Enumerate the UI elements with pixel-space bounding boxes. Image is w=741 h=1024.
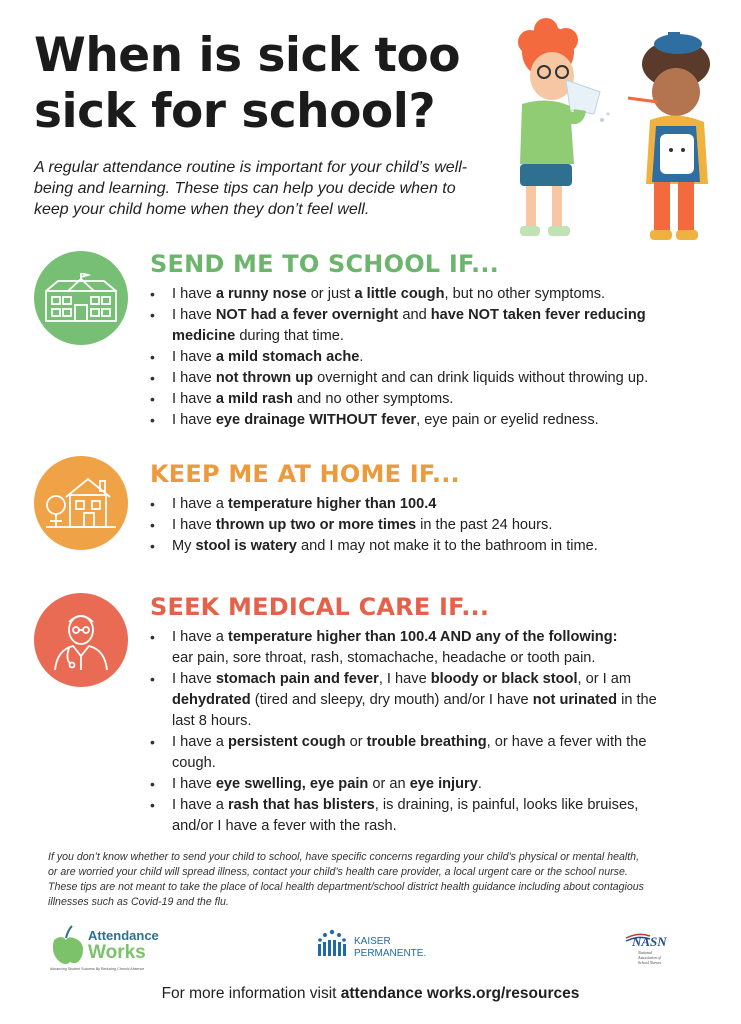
svg-text:Works: Works <box>88 942 146 963</box>
list-item: • I have thrown up two or more times in the past 24 hours. <box>150 515 705 536</box>
list-item: • I have a mild rash and no other symptoms. <box>150 389 705 410</box>
list-item: • I have not thrown up overnight and can drink liquids without throwing up. <box>150 368 705 389</box>
svg-text:National: National <box>638 950 653 955</box>
boy-sneezing-figure <box>518 18 610 236</box>
svg-text:PERMANENTE.: PERMANENTE. <box>354 948 427 959</box>
attendance-works-logo <box>48 918 168 974</box>
intro-line: being and learning. These tips can help you decide when to <box>34 180 456 197</box>
list-item: • I have a persistent cough or trouble breathing, or have a fever with the cough. <box>150 732 705 774</box>
send-to-school-list <box>150 284 705 431</box>
footnote-line: If you don’t know whether to send your child to school, have specific concerns regarding your child’s physical or mental health, <box>48 851 640 863</box>
school-building-icon <box>34 251 128 345</box>
more-info-prefix: For more information visit <box>161 985 341 1002</box>
kaiser-permanente-logo <box>314 926 434 966</box>
list-item: • I have a rash that has blisters, is draining, is painful, looks like bruises, and/or I have a fever with the rash. <box>150 795 705 837</box>
nasn-logo <box>624 926 684 970</box>
keep-home-list <box>150 494 705 557</box>
list-item: • I have a mild stomach ache. <box>150 347 705 368</box>
list-item: • My stool is watery and I may not make it to the bathroom in time. <box>150 536 705 557</box>
intro-paragraph <box>34 157 514 220</box>
svg-text:Association of: Association of <box>638 955 661 960</box>
svg-text:School Nurses: School Nurses <box>638 960 661 965</box>
svg-text:Advancing Student Success By R: Advancing Student Success By Reducing Chronic Absence <box>50 967 145 971</box>
intro-line: keep your child home when they don’t feel well. <box>34 201 370 218</box>
list-item: • I have stomach pain and fever, I have bloody or black stool, or I am dehydrated (tired and sleepy, dry mouth) and/or I have not urinated in the last 8 hours. <box>150 669 705 732</box>
footnote-line: illnesses such as Covid-19 and the flu. <box>48 896 229 908</box>
resources-link[interactable]: attendance works.org/resources <box>340 985 580 1002</box>
title-line-1: When is sick too <box>34 28 461 83</box>
footnote-line: These tips are not meant to take the place of local health department/school district health guidance including about contagious <box>48 881 644 893</box>
disclaimer-footnote <box>48 850 708 910</box>
seek-medical-heading: SEEK MEDICAL CARE IF... <box>150 593 490 621</box>
sick-kids-illustration <box>508 14 734 246</box>
list-item: • I have eye drainage WITHOUT fever, eye pain or eyelid redness. <box>150 410 705 431</box>
send-to-school-heading: SEND ME TO SCHOOL IF... <box>150 250 499 278</box>
intro-line: A regular attendance routine is important for your child’s well- <box>34 159 468 176</box>
title-line-2: sick for school? <box>34 84 436 139</box>
page-title <box>34 28 504 140</box>
footnote-line: or are worried your child will spread illness, contact your child’s health care provider, a local urgent care or the school nurse. <box>48 866 628 878</box>
list-item: • I have a temperature higher than 100.4 <box>150 494 705 515</box>
list-item: • I have NOT had a fever overnight and have NOT taken fever reducing medicine during that time. <box>150 305 705 347</box>
house-icon <box>34 456 128 550</box>
svg-text:KAISER: KAISER <box>354 936 391 947</box>
more-info-line <box>0 985 741 1003</box>
doctor-icon <box>34 593 128 687</box>
list-item: • I have a temperature higher than 100.4 AND any of the following: ear pain, sore throat, rash, stomachache, headache or tooth pain. <box>150 627 705 669</box>
seek-medical-list <box>150 627 705 837</box>
keep-home-heading: KEEP ME AT HOME IF... <box>150 460 460 488</box>
svg-text:Attendance: Attendance <box>88 928 159 943</box>
svg-text:NASN: NASN <box>632 934 667 949</box>
list-item: • I have eye swelling, eye pain or an eye injury. <box>150 774 705 795</box>
list-item: • I have a runny nose or just a little cough, but no other symptoms. <box>150 284 705 305</box>
child-fever-figure <box>628 32 710 240</box>
